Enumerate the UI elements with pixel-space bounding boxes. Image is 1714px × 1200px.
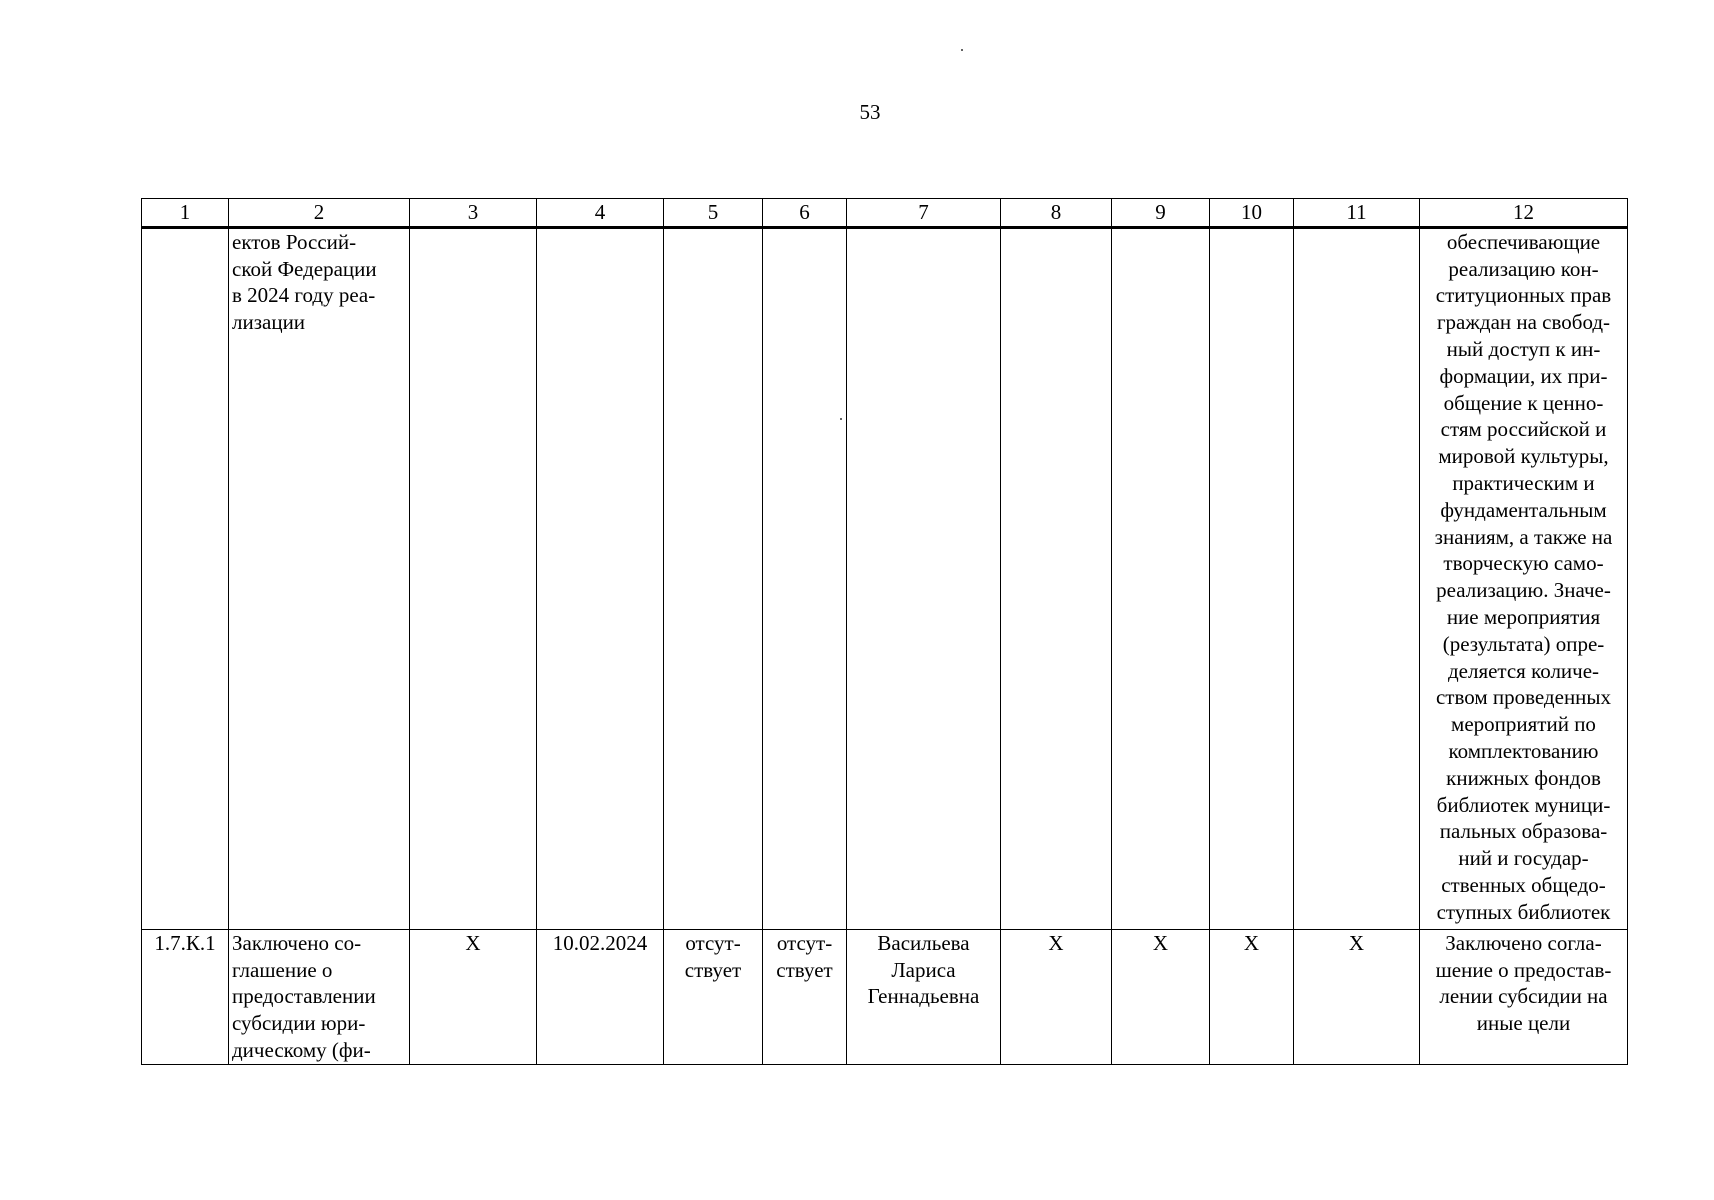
cell-col9 (1112, 227, 1210, 929)
column-header: 1 (142, 199, 229, 228)
column-header: 6 (763, 199, 847, 228)
cell-number (142, 227, 229, 929)
cell-col3: X (410, 929, 537, 1064)
column-header: 7 (847, 199, 1001, 228)
cell-col10: X (1210, 929, 1294, 1064)
cell-col6: отсут- ствует (763, 929, 847, 1064)
table-row (142, 227, 1628, 929)
cell-col7 (847, 227, 1001, 929)
column-header: 10 (1210, 199, 1294, 228)
cell-col11 (1294, 227, 1420, 929)
cell-col8 (1001, 227, 1112, 929)
column-header: 8 (1001, 199, 1112, 228)
column-header: 5 (664, 199, 763, 228)
cell-event-name: ектов Россий- ской Федерации в 2024 году реа- лизации (229, 227, 410, 929)
column-header: 11 (1294, 199, 1420, 228)
cell-col5: отсут- ствует (664, 929, 763, 1064)
scan-speck (961, 49, 963, 51)
table-row (142, 929, 1628, 1064)
column-header: 12 (1420, 199, 1628, 228)
column-header: 4 (537, 199, 664, 228)
column-header: 3 (410, 199, 537, 228)
cell-col11: X (1294, 929, 1420, 1064)
cell-col5 (664, 227, 763, 929)
column-header: 2 (229, 199, 410, 228)
table-header-row (142, 199, 1628, 228)
plan-table (141, 198, 1628, 1065)
cell-number: 1.7.К.1 (142, 929, 229, 1064)
cell-col3 (410, 227, 537, 929)
cell-description: обеспечивающие реализацию кон- ституционных прав граждан на свобод- ный доступ к ин- формации, их при- общение к ценно- стям российской и мировой культуры, практическим и фундаментальным знаниям, а также на творческую само- реализацию. Значе- ние мероприятия (результата) опре- деляется количе- ством проведенных мероприятий по комплектованию книжных фондов библиотек муници- пальных образова- ний и государ- ственных общедо- ступных библиотек (1420, 227, 1628, 929)
cell-col8: X (1001, 929, 1112, 1064)
cell-col9: X (1112, 929, 1210, 1064)
page-number: 53 (859, 100, 881, 124)
cell-col6 (763, 227, 847, 929)
cell-event-name: Заключено со- глашение о предоставлении субсидии юри- дическому (фи- (229, 929, 410, 1064)
cell-responsible-person: Васильева Лариса Геннадьевна (847, 929, 1001, 1064)
cell-description: Заключено согла- шение о предостав- лении субсидии на иные цели (1420, 929, 1628, 1064)
cell-date: 10.02.2024 (537, 929, 664, 1064)
column-header: 9 (1112, 199, 1210, 228)
cell-col10 (1210, 227, 1294, 929)
cell-col4 (537, 227, 664, 929)
